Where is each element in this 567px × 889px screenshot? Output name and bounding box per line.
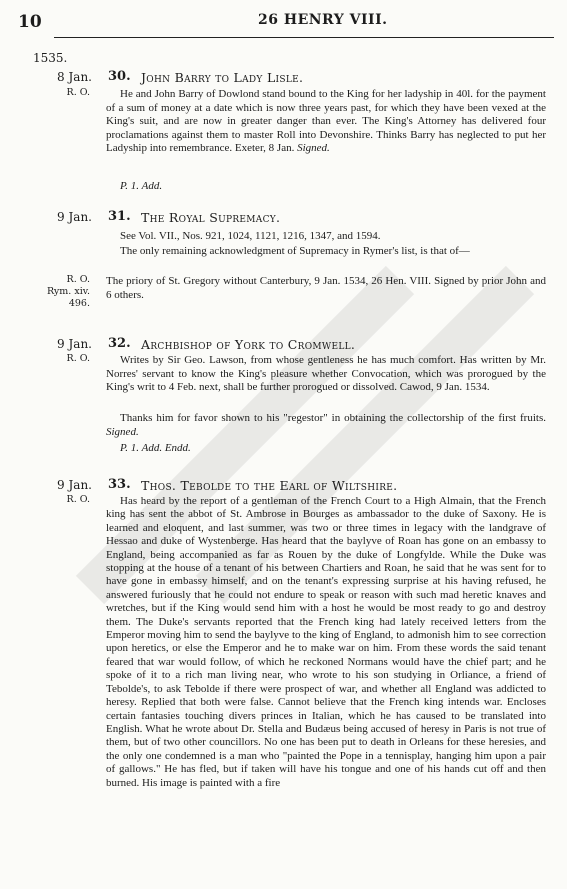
entry-body: The priory of St. Gregory without Canterbury, 9 Jan. 1534, 26 Hen. VIII. Signed by prior John and 6 others. <box>106 275 546 301</box>
entry-signed: Signed. <box>297 142 330 155</box>
running-title: 26 HENRY VIII. <box>258 12 388 28</box>
header-rule <box>54 37 554 38</box>
entry-number: 30. <box>108 69 131 84</box>
page-header <box>0 0 567 40</box>
entry-physical: P. 1. Add. <box>120 180 163 192</box>
entry-title: Archbishop of York to Cromwell. <box>141 337 356 352</box>
entry-source: R. O. <box>66 494 90 505</box>
entry-physical: P. 1. Add. Endd. <box>120 442 191 454</box>
entry-body: Has heard by the report of a gentleman of the French Court to a High Almain, that the French king has sent the abbot of St. Ambrose in Bourges as ambassador to the duke of Saxony. He is learned and eloquent, and last summer, was two or three times in legacy with the landgrave of Hessao and duke of Wystenberge. Has heard that the baylyve of Roan has gone on an embassy to England, being accompanied as far as Rouen by the duke of Longfylde. While the Duke was stopping at the house of a tenant of his between Chartiers and Roan, he said that he was sent for to have gone in embassy himself, and on the tenant's expressing surprise at his having refused, he answered furiously that he could not endure to speak or reason with such mad heretic knaves and wretches, but if the King would send him with a host he would be most ready to go and destroy them. The Duke's servants reported that the French king had lately received letters from the Emperor moving him to send the baylyve to the king of England, to admonish him to see correction upon heretics, or else the Emperor and he to make war on him. From these words the said tenant feared that war would follow, of which he reckoned Normans would have the chief part; and he spoke of it to a rich man living near, who wrote to his son studying in Orliance, a friend of Tebolde's, to ask Tebolde if there were prospect of war, and whether all England was addicted to heresy. Replied that both were false. Cannot believe that the French king intends war. Encloses certain fantasies touching divers princes in Italian, which he has caused to be translated into English. What he wrote about Dr. Stella and Budæus being accused of heresy in Paris is not true of them, but of two other councillors. No one has been put to death in Orleans for these heresies, and the only one condemned is a man who "painted the Pope in a tennisplay, hanging him upon a pair of gallows." He has fled, but if taken will have his tongue and one of his hands cut off and then burned. His image is painted with a fire <box>106 495 546 789</box>
entry-body: He and John Barry of Dowlond stand bound to the King for her ladyship in 40l. for the payment of a sum of money at a date which is now three years past, for which they have been vexed at the King's suit, and are now in greater danger than ever. The King's Attorney has delivered four proclamations against them to master Roll into Devonshire. Thinks Barry has neglected to put her Ladyship into remembrance. Exeter, 8 Jan. Signed. <box>106 88 546 155</box>
entry-date: 9 Jan. <box>57 337 92 351</box>
entry-number: 33. <box>108 477 131 492</box>
entry-number: 32. <box>108 336 131 351</box>
entry-title: Thos. Tebolde to the Earl of Wiltshire. <box>141 478 398 493</box>
page-number: 10 <box>18 12 42 32</box>
entry-date: 9 Jan. <box>57 210 92 224</box>
entry-crossref: See Vol. VII., Nos. 921, 1024, 1121, 1216, 1347, and 1594. <box>120 230 381 242</box>
entry-signed: Signed. <box>106 425 139 438</box>
year-label: 1535. <box>33 51 68 65</box>
entry-source: R. O. <box>66 353 90 364</box>
entry-title: John Barry to Lady Lisle. <box>141 70 304 85</box>
entry-body: The only remaining acknowledgment of Supremacy in Rymer's list, is that of— <box>120 245 470 257</box>
entry-source: R. O. Rym. xiv. 496. <box>46 274 90 309</box>
entry-date: 8 Jan. <box>57 70 92 84</box>
entry-source: R. O. <box>66 87 90 98</box>
entry-body: Thanks him for favor shown to his "regestor" in obtaining the collectorship of the first fruits. Signed. <box>106 412 546 438</box>
entry-date: 9 Jan. <box>57 478 92 492</box>
entry-body: Writes by Sir Geo. Lawson, from whose gentleness he has much comfort. Has written by Mr. Norres' servant to know the King's pleasure whether Convocation, which was prorogued by the King's writ to 4 Feb. next, shall be further prorogued or dissolved. Cawod, 9 Jan. 1534. <box>106 354 546 394</box>
entry-number: 31. <box>108 209 131 224</box>
entry-title: The Royal Supremacy. <box>141 210 281 225</box>
